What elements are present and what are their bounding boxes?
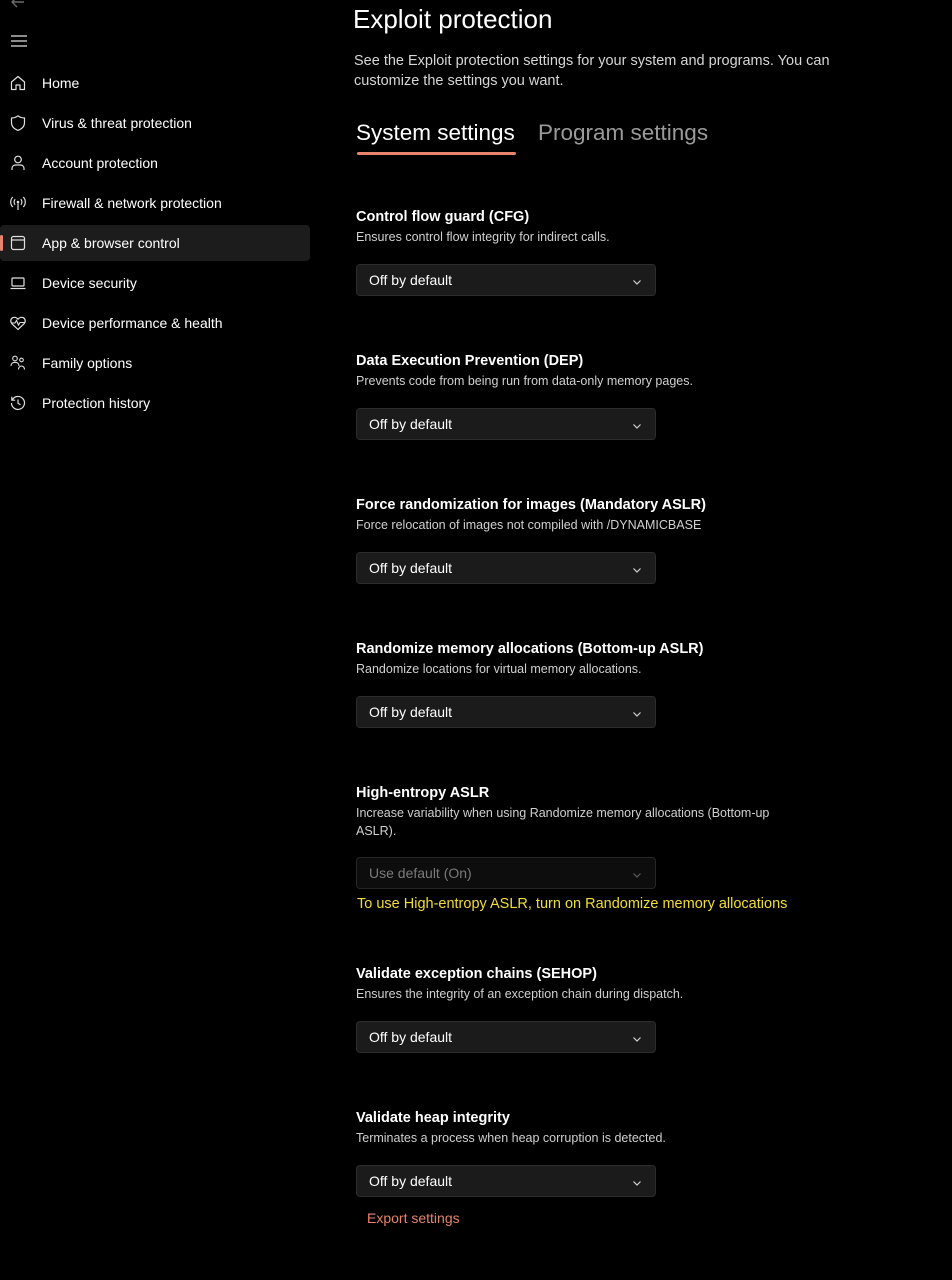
mandatory-aslr-dropdown[interactable]	[356, 552, 656, 584]
chevron-down-icon	[631, 868, 643, 880]
sehop-dropdown[interactable]	[356, 1021, 656, 1053]
active-tab-indicator	[357, 152, 516, 155]
chevron-down-icon	[631, 419, 643, 431]
setting-description: Force relocation of images not compiled with /DYNAMICBASE	[356, 518, 702, 532]
setting-sehop	[356, 965, 826, 1003]
setting-heap-integrity	[356, 1109, 826, 1147]
setting-description: Ensures the integrity of an exception chain during dispatch.	[356, 987, 684, 1001]
chevron-down-icon	[631, 563, 643, 575]
chevron-down-icon	[631, 1032, 643, 1044]
setting-bottom-up-aslr	[356, 640, 826, 678]
sidebar-item-label: Device performance & health	[42, 315, 223, 331]
chevron-down-icon	[631, 275, 643, 287]
dropdown-value: Off by default	[369, 416, 453, 432]
high-entropy-aslr-dropdown	[356, 857, 656, 889]
heap-integrity-dropdown[interactable]	[356, 1165, 656, 1197]
setting-title: Validate exception chains (SEHOP)	[356, 966, 597, 982]
dropdown-value: Off by default	[369, 1029, 453, 1045]
setting-dep	[356, 352, 826, 390]
sidebar-item-label: App & browser control	[42, 235, 180, 251]
cfg-dropdown[interactable]	[356, 264, 656, 296]
export-settings-link[interactable]: Export settings	[367, 1210, 460, 1226]
dropdown-value: Off by default	[369, 560, 453, 576]
bottom-up-aslr-dropdown[interactable]	[356, 696, 656, 728]
dropdown-value: Off by default	[369, 704, 453, 720]
setting-description: Prevents code from being run from data-only memory pages.	[356, 374, 693, 388]
setting-title: Randomize memory allocations (Bottom-up ASLR)	[356, 641, 704, 657]
high-entropy-warning: To use High-entropy ASLR, turn on Randomize memory allocations	[357, 896, 788, 912]
setting-title: Force randomization for images (Mandatory ASLR)	[356, 497, 706, 513]
setting-title: High-entropy ASLR	[356, 785, 490, 801]
sidebar-item-label: Firewall & network protection	[42, 195, 222, 211]
tab-program-settings[interactable]: Program settings	[538, 120, 709, 145]
setting-title: Validate heap integrity	[356, 1110, 510, 1126]
setting-title: Data Execution Prevention (DEP)	[356, 353, 584, 369]
sidebar-item-label: Account protection	[42, 155, 158, 171]
tab-system-settings[interactable]: System settings	[356, 120, 515, 145]
page-title: Exploit protection	[353, 4, 553, 34]
sidebar-item-label: Family options	[42, 355, 133, 371]
chevron-down-icon	[631, 1176, 643, 1188]
sidebar-item-label: Device security	[42, 275, 137, 291]
page-description: See the Exploit protection settings for your system and programs. You can customize the settings you want.	[354, 53, 830, 89]
setting-description: Randomize locations for virtual memory allocations.	[356, 662, 642, 676]
sidebar-item-label: Home	[42, 75, 80, 91]
setting-high-entropy-aslr	[356, 784, 806, 840]
setting-description: Terminates a process when heap corruption is detected.	[356, 1131, 666, 1145]
sidebar-item-label: Protection history	[42, 395, 151, 411]
setting-mandatory-aslr	[356, 496, 826, 534]
chevron-down-icon	[631, 707, 643, 719]
dropdown-value: Off by default	[369, 1173, 453, 1189]
setting-description: Ensures control flow integrity for indirect calls.	[356, 230, 610, 244]
setting-description: Increase variability when using Randomize memory allocations (Bottom-up ASLR).	[356, 806, 770, 838]
dropdown-value: Off by default	[369, 272, 453, 288]
sidebar-item-label: Virus & threat protection	[42, 115, 192, 131]
dropdown-value: Use default (On)	[369, 865, 472, 881]
dep-dropdown[interactable]	[356, 408, 656, 440]
setting-cfg	[356, 208, 826, 246]
setting-title: Control flow guard (CFG)	[356, 209, 530, 225]
